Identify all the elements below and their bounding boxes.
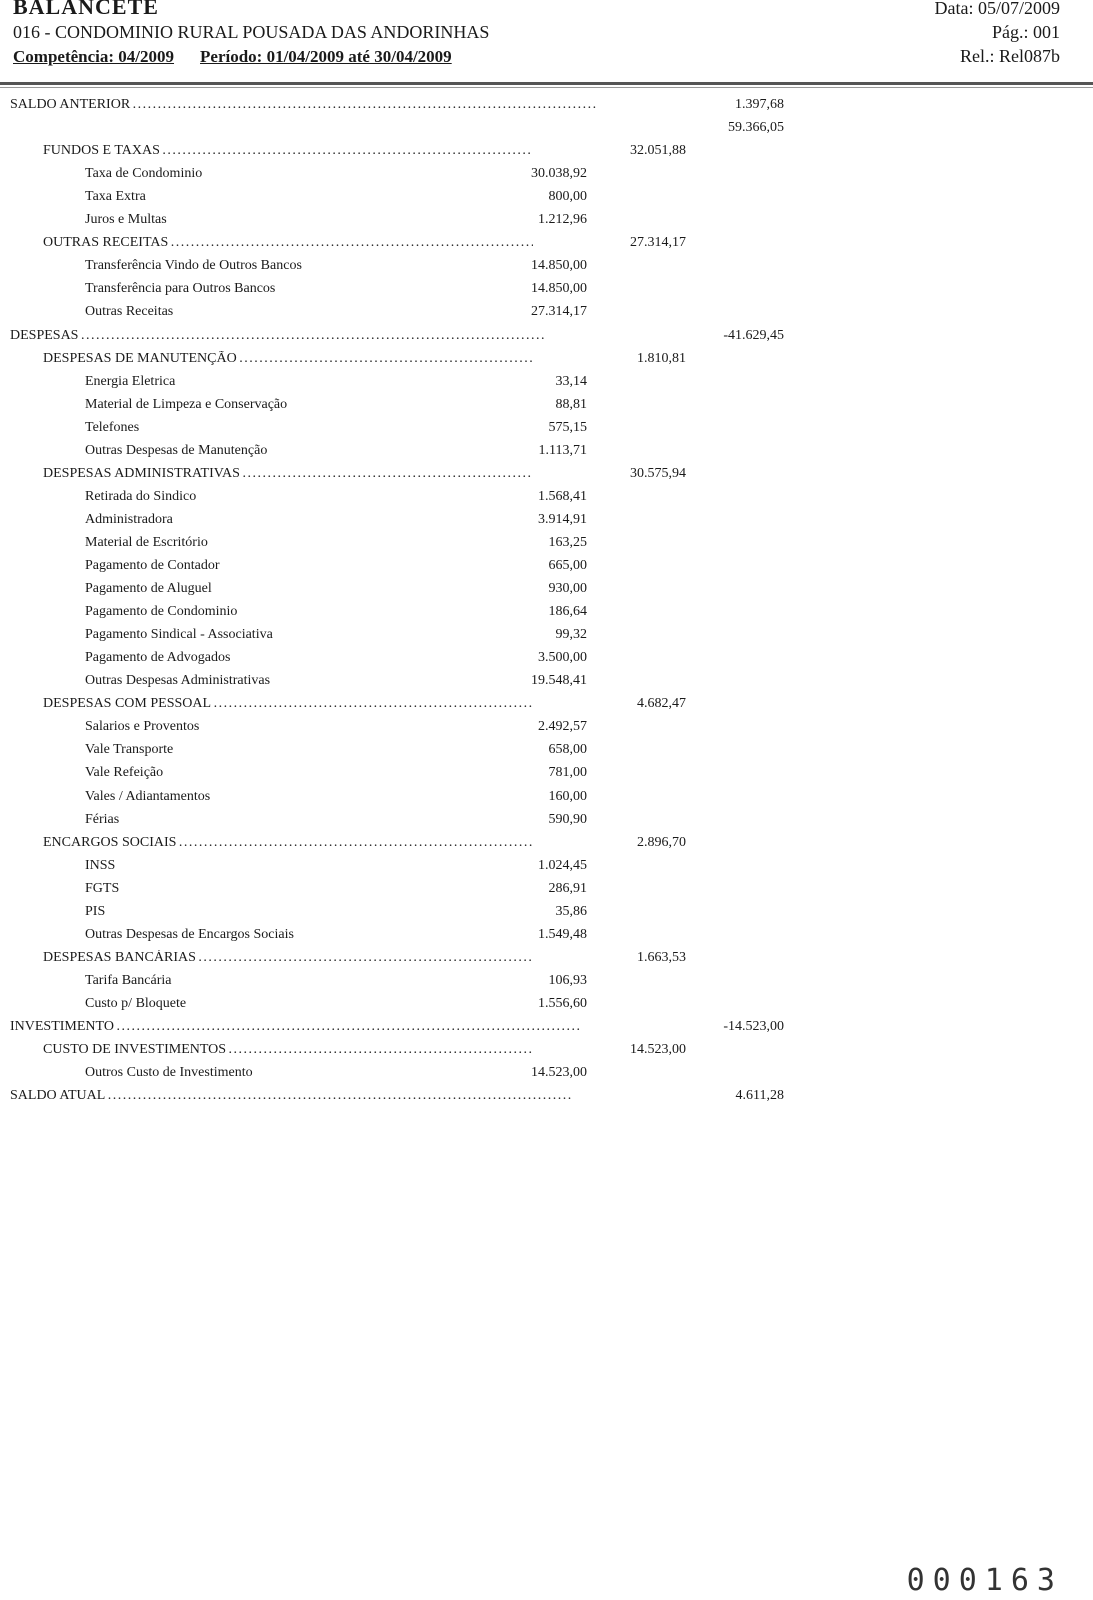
row-value: 33,14 (555, 374, 587, 389)
row-label: Outras Despesas Administrativas (85, 673, 271, 688)
row-label: Tarifa Bancária (85, 973, 172, 988)
group-row (0, 235, 1093, 257)
item-row (0, 189, 1093, 211)
row-value: 27.314,17 (531, 304, 587, 319)
report-code: Rel.: Rel087b (960, 46, 1060, 66)
row-label: Taxa Extra (85, 189, 146, 204)
row-label: Outras Despesas de Manutenção (85, 443, 268, 458)
row-value: 14.523,00 (630, 1042, 686, 1057)
group-row (0, 351, 1093, 373)
row-value: 1.810,81 (637, 351, 686, 366)
row-label: DESPESAS DE MANUTENÇÃO . . . (43, 351, 533, 367)
item-row (0, 973, 1093, 995)
row-label: Material de Limpeza e Conservação (85, 397, 288, 412)
row-value: 3.914,91 (538, 512, 587, 527)
row-value: 1.113,71 (538, 443, 587, 458)
item-row (0, 604, 1093, 626)
company-name: 016 - CONDOMINIO RURAL POUSADA DAS ANDORINHAS (13, 22, 490, 42)
row-label: Outros Custo de Investimento (85, 1065, 253, 1080)
row-value: 4.611,28 (735, 1088, 784, 1103)
row-value: 106,93 (548, 973, 587, 988)
row-label: Vale Refeição (85, 765, 164, 780)
row-value: -41.629,45 (723, 328, 784, 343)
row-label: Vales / Adiantamentos (85, 789, 211, 804)
row-label: CUSTO DE INVESTIMENTOS . . . (43, 1042, 533, 1058)
row-label: OUTRAS RECEITAS . . . (43, 235, 533, 251)
row-label: Juros e Multas (85, 212, 167, 227)
row-label: Telefones (85, 420, 140, 435)
row-value: 1.397,68 (735, 97, 784, 112)
competencia: Competência: 04/2009 (13, 47, 175, 66)
row-label: FUNDOS E TAXAS . . . (43, 143, 533, 159)
item-row (0, 420, 1093, 442)
item-row (0, 904, 1093, 926)
row-label: Vale Transporte (85, 742, 174, 757)
row-value: 1.024,45 (538, 858, 587, 873)
row-value: 2.492,57 (538, 719, 587, 734)
row-value: 160,00 (548, 789, 587, 804)
item-row (0, 627, 1093, 649)
item-row (0, 512, 1093, 534)
row-label: Transferência para Outros Bancos (85, 281, 276, 296)
row-value: 1.568,41 (538, 489, 587, 504)
row-label: DESPESAS COM PESSOAL . . . (43, 696, 533, 712)
row-label: Salarios e Proventos (85, 719, 200, 734)
header-rule (0, 82, 1093, 85)
row-value: 658,00 (548, 742, 587, 757)
section-row (0, 97, 1093, 119)
item-row (0, 304, 1093, 326)
group-row (0, 950, 1093, 972)
item-row (0, 281, 1093, 303)
page-stamp: 000163 (906, 1563, 1063, 1598)
item-row (0, 789, 1093, 811)
row-value: 30.038,92 (531, 166, 587, 181)
item-row (0, 765, 1093, 787)
item-row (0, 881, 1093, 903)
row-label: Pagamento de Aluguel (85, 581, 212, 596)
row-label: Material de Escritório (85, 535, 208, 550)
row-label: SALDO ATUAL . . . (10, 1088, 670, 1104)
item-row (0, 673, 1093, 695)
item-row (0, 535, 1093, 557)
row-value: 99,32 (555, 627, 587, 642)
row-value: 665,00 (548, 558, 587, 573)
item-row (0, 443, 1093, 465)
row-label: Administradora (85, 512, 173, 527)
row-value: 35,86 (555, 904, 587, 919)
page-number: Pág.: 001 (991, 22, 1060, 42)
row-label: INSS (85, 858, 116, 873)
row-value: -14.523,00 (723, 1019, 784, 1034)
row-value: 590,90 (548, 812, 587, 827)
item-row (0, 927, 1093, 949)
item-row (0, 166, 1093, 188)
item-row (0, 397, 1093, 419)
row-label: Retirada do Sindico (85, 489, 197, 504)
row-value: 4.682,47 (637, 696, 686, 711)
row-value: 1.663,53 (637, 950, 686, 965)
report-date: Data: 05/07/2009 (934, 0, 1060, 18)
row-label: Outras Despesas de Encargos Sociais (85, 927, 294, 942)
row-label: Energia Eletrica (85, 374, 176, 389)
row-value: 30.575,94 (630, 466, 686, 481)
periodo: Período: 01/04/2009 até 30/04/2009 (200, 47, 452, 66)
section-row (0, 328, 1093, 350)
report-title: BALANCETE (13, 0, 159, 19)
row-value: 781,00 (548, 765, 587, 780)
group-row (0, 143, 1093, 165)
group-row (0, 696, 1093, 718)
item-row (0, 489, 1093, 511)
row-label: DESPESAS . . . (10, 328, 670, 344)
row-value: 88,81 (555, 397, 587, 412)
row-label: Custo p/ Bloquete (85, 996, 187, 1011)
row-value: 27.314,17 (630, 235, 686, 250)
row-label: DESPESAS ADMINISTRATIVAS . . . (43, 466, 533, 482)
section-row (0, 1019, 1093, 1041)
row-label: Pagamento de Advogados (85, 650, 231, 665)
row-label: Férias (85, 812, 120, 827)
row-label: PIS (85, 904, 106, 919)
header-rule-thin (0, 87, 1093, 88)
row-label: INVESTIMENTO . . . (10, 1019, 670, 1035)
row-value: 19.548,41 (531, 673, 587, 688)
row-label: Taxa de Condominio (85, 166, 203, 181)
item-row (0, 581, 1093, 603)
row-value: 186,64 (548, 604, 587, 619)
row-label: Transferência Vindo de Outros Bancos (85, 258, 302, 273)
period-line (13, 47, 452, 67)
group-row (0, 835, 1093, 857)
item-row (0, 1065, 1093, 1087)
item-row (0, 558, 1093, 580)
item-row (0, 650, 1093, 672)
group-row (0, 466, 1093, 488)
row-value: 800,00 (548, 189, 587, 204)
row-label: Pagamento de Contador (85, 558, 220, 573)
row-label: FGTS (85, 881, 120, 896)
row-value: 286,91 (548, 881, 587, 896)
row-label: ENCARGOS SOCIAIS . . . (43, 835, 533, 851)
section-row (0, 1088, 1093, 1110)
row-value: 163,25 (548, 535, 587, 550)
row-value: 2.896,70 (637, 835, 686, 850)
row-value: 575,15 (548, 420, 587, 435)
row-label: SALDO ANTERIOR . . . (10, 97, 670, 113)
row-label: DESPESAS BANCÁRIAS . . . (43, 950, 533, 966)
row-value: 14.850,00 (531, 258, 587, 273)
row-value: 3.500,00 (538, 650, 587, 665)
group-row (0, 1042, 1093, 1064)
row-value: 1.556,60 (538, 996, 587, 1011)
item-row (0, 258, 1093, 280)
item-row (0, 212, 1093, 234)
row-label: Pagamento de Condominio (85, 604, 238, 619)
row-value: 930,00 (548, 581, 587, 596)
item-row (0, 742, 1093, 764)
row-value: 1.549,48 (538, 927, 587, 942)
item-row (0, 858, 1093, 880)
row-label: Outras Receitas (85, 304, 174, 319)
item-row (0, 996, 1093, 1018)
item-row (0, 374, 1093, 396)
row-label: Pagamento Sindical - Associativa (85, 627, 273, 642)
item-row (0, 719, 1093, 741)
row-value: 59.366,05 (728, 120, 784, 135)
row-value: 32.051,88 (630, 143, 686, 158)
item-row (0, 812, 1093, 834)
section-row (0, 120, 1093, 142)
row-value: 1.212,96 (538, 212, 587, 227)
row-value: 14.850,00 (531, 281, 587, 296)
row-value: 14.523,00 (531, 1065, 587, 1080)
